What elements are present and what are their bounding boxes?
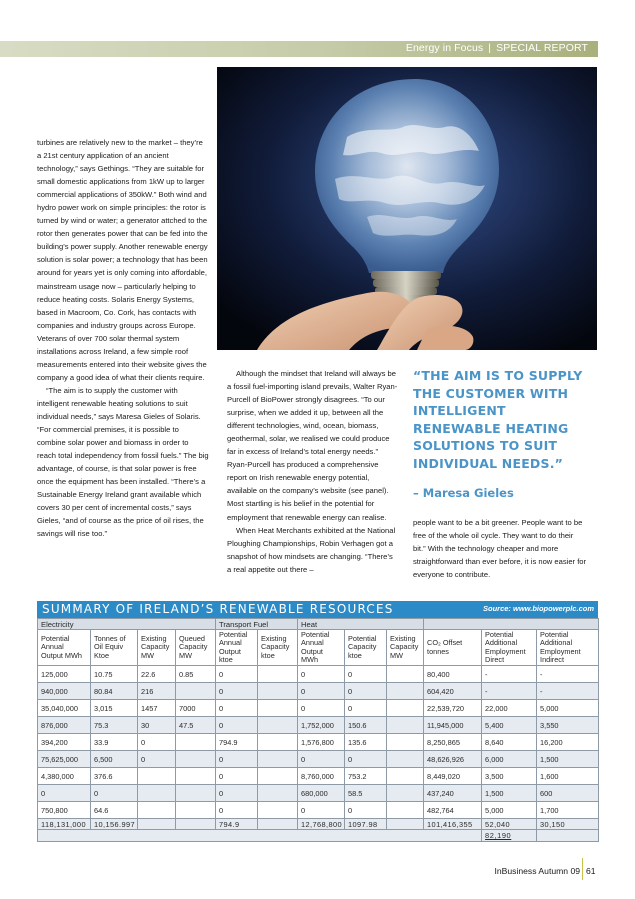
table-cell: 600	[537, 785, 599, 802]
renewable-resources-table	[37, 618, 599, 842]
table-cell	[387, 785, 424, 802]
table-group-row	[38, 619, 599, 630]
table-cell: 33.9	[91, 734, 138, 751]
table-cell: 80,400	[424, 666, 482, 683]
table-cell: -	[482, 666, 537, 683]
table-cell	[138, 768, 176, 785]
table-cell: 22.6	[138, 666, 176, 683]
table-cell: 940,000	[38, 683, 91, 700]
table-row	[38, 768, 599, 785]
table-cell	[258, 666, 298, 683]
paragraph: people want to be a bit greener. People want to be free of the whole oil cycle. They want to do their bit.” With the technology cheaper and more straightforward than ever before, it is now easier for everyone to contribute.	[413, 518, 587, 580]
table-cell: 437,240	[424, 785, 482, 802]
column-header: Existing Capacity MW	[138, 630, 176, 666]
table-cell: 5,000	[482, 802, 537, 819]
table-row	[38, 717, 599, 734]
table-cell: 64.6	[91, 802, 138, 819]
column-header: CO₂ Offset tonnes	[424, 630, 482, 666]
table-cell	[258, 717, 298, 734]
column-header: Potential Annual Output MWh	[38, 630, 91, 666]
table-cell: 22,539,720	[424, 700, 482, 717]
footer-page-number: 61	[586, 866, 596, 876]
table-cell: 0	[216, 751, 258, 768]
table-source: Source: www.biopowerplc.com	[483, 604, 594, 613]
table-cell: 8,250,865	[424, 734, 482, 751]
table-cell: 0	[298, 666, 345, 683]
table-cell: 80.84	[91, 683, 138, 700]
table-cell: 0	[216, 768, 258, 785]
table-cell: 7000	[176, 700, 216, 717]
column-header: Existing Capacity MW	[387, 630, 424, 666]
table-cell: 794.9	[216, 734, 258, 751]
table-cell: 604,420	[424, 683, 482, 700]
total-cell: 794.9	[216, 819, 258, 830]
table-cell: 47.5	[176, 717, 216, 734]
table-cell: 0.85	[176, 666, 216, 683]
lightbulb-globe-photo	[217, 67, 597, 350]
total-cell: 52,040	[482, 819, 537, 830]
table-cell: 0	[216, 683, 258, 700]
table-title-bar	[37, 601, 598, 618]
table-cell: 3,500	[482, 768, 537, 785]
column-header: Queued Capacity MW	[176, 630, 216, 666]
table-cell: 1457	[138, 700, 176, 717]
table-cell	[176, 802, 216, 819]
table-cell	[258, 785, 298, 802]
table-cell	[258, 751, 298, 768]
column-header: Potential Additional Employment Direct	[482, 630, 537, 666]
table-cell: 680,000	[298, 785, 345, 802]
table-cell: 0	[216, 785, 258, 802]
table-cell: 10.75	[91, 666, 138, 683]
total-cell: 30,150	[537, 819, 599, 830]
table-cell: 75,625,000	[38, 751, 91, 768]
table-cell	[138, 785, 176, 802]
paragraph: When Heat Merchants exhibited at the National Ploughing Championships, Robin Verhagen got a snapshot of how mindsets are changing. “There’s a real appetite out there –	[227, 525, 396, 574]
table-cell	[176, 683, 216, 700]
table-cell: 1,600	[537, 768, 599, 785]
table-cell	[258, 802, 298, 819]
table-cell: -	[537, 666, 599, 683]
table-cell: 5,400	[482, 717, 537, 734]
section-header-bar	[0, 41, 598, 57]
table-cell: 394,200	[38, 734, 91, 751]
column-header: Existing Capacity ktoe	[258, 630, 298, 666]
table-cell: 11,945,000	[424, 717, 482, 734]
table-cell	[176, 751, 216, 768]
table-cell: -	[537, 683, 599, 700]
table-cell: 0	[345, 751, 387, 768]
table-totals-row	[38, 819, 599, 830]
total-cell: 101,416,355	[424, 819, 482, 830]
table-cell: 1,576,800	[298, 734, 345, 751]
table-cell: 5,000	[537, 700, 599, 717]
report-name: SPECIAL REPORT	[496, 42, 588, 54]
table-cell: 35,040,000	[38, 700, 91, 717]
table-cell: 0	[345, 700, 387, 717]
section-name: Energy in Focus	[405, 42, 484, 54]
table-cell: 0	[216, 802, 258, 819]
table-cell	[387, 683, 424, 700]
table-cell: 0	[345, 666, 387, 683]
table-cell: 16,200	[537, 734, 599, 751]
table-cell	[258, 683, 298, 700]
table-cell: 6,500	[91, 751, 138, 768]
table-cell: 6,000	[482, 751, 537, 768]
grand-total-cell	[482, 830, 537, 842]
section-header-text	[406, 42, 588, 54]
table-cell	[258, 734, 298, 751]
table-cell	[387, 666, 424, 683]
table-cell	[258, 700, 298, 717]
table-cell: 0	[38, 785, 91, 802]
table-cell: 75.3	[91, 717, 138, 734]
table-cell: 216	[138, 683, 176, 700]
pull-quote-author: – Maresa Gieles	[413, 486, 514, 500]
column-header: Tonnes of Oil Equiv Ktoe	[91, 630, 138, 666]
table-cell	[387, 700, 424, 717]
table-cell: 1,500	[482, 785, 537, 802]
table-cell: 135.6	[345, 734, 387, 751]
table-cell: 8,449,020	[424, 768, 482, 785]
table-cell: 482,764	[424, 802, 482, 819]
footer-publication: InBusiness Autumn 09	[494, 866, 580, 876]
table-cell: -	[482, 683, 537, 700]
table-cell: 58.5	[345, 785, 387, 802]
table-cell: 0	[298, 683, 345, 700]
table-cell: 0	[345, 683, 387, 700]
table-title: SUMMARY OF IRELAND’S RENEWABLE RESOURCES	[42, 602, 394, 616]
table-cell	[176, 785, 216, 802]
total-cell: 10,156.997	[91, 819, 138, 830]
total-cell	[176, 819, 216, 830]
table-row	[38, 734, 599, 751]
table-cell: 0	[345, 802, 387, 819]
table-cell: 8,640	[482, 734, 537, 751]
total-cell	[138, 819, 176, 830]
table-cell: 753.2	[345, 768, 387, 785]
table-cell: 22,000	[482, 700, 537, 717]
total-cell: 1097.98	[345, 819, 387, 830]
total-cell	[387, 819, 424, 830]
table-row	[38, 751, 599, 768]
table-row	[38, 700, 599, 717]
table-cell: 750,800	[38, 802, 91, 819]
paragraph: turbines are relatively new to the market – they’re a 21st century application of an ancient technology,” says Gethings. “They are suitable for small domestic applications from 1kW up to larger commercial applications of 350kW.” Both wind and hydro power work on simple principles: the rotor is turned by wind or water; a generator attched to the rotor then generates power that can be fed into the building’s power supply. Another renewable energy solution is solar power; a technology that has been around for years yet is only coming into affordable, mainstream usage now – particularly helping to reduce heating costs. Solaris Energy Systems, based in Macroom, Co. Cork, has contacts with companies and industry groups across Europe. Veterans of over 700 solar thermal system installations across Ireland, a few simple roof measurements entered into their website gives the company a good idea of what their clients require.	[37, 138, 208, 382]
section-separator: |	[488, 42, 492, 54]
paragraph: “The aim is to supply the customer with intelligent renewable heating solutions to suit individual needs,” says Maresa Gieles of Solaris. “For commercial premises, it is possible to combine solar power and biomass in order to reach total independency from fossil fuels.” The big advantage, of course, is that solar power is free once the equipment has been installed. “There’s a Sustainable Energy Ireland grant available which covers 30 per cent of incremental costs,” says Gieles, “and of course as the price of oil rises, the savings will rise too.”	[37, 385, 209, 539]
table-cell	[387, 717, 424, 734]
table-cell: 0	[91, 785, 138, 802]
table-cell	[387, 802, 424, 819]
table-cell: 3,550	[537, 717, 599, 734]
table-cell: 3,015	[91, 700, 138, 717]
column-header: Potential Annual Output ktoe	[216, 630, 258, 666]
group-electricity: Electricity	[38, 619, 216, 630]
table-cell: 876,000	[38, 717, 91, 734]
table-cell: 0	[216, 717, 258, 734]
total-cell: 118,131,000	[38, 819, 91, 830]
pull-quote: “THE AIM IS TO SUPPLY THE CUSTOMER WITH INTELLIGENT RENEWABLE HEATING SOLUTIONS TO SUIT INDIVIDUAL NEEDS.”	[413, 368, 583, 471]
column-header: Potential Additional Employment Indirect	[537, 630, 599, 666]
article-column-2	[227, 367, 399, 576]
article-column-1	[37, 136, 209, 540]
table-cell	[387, 751, 424, 768]
table-body	[38, 666, 599, 819]
table-cell: 1,752,000	[298, 717, 345, 734]
table-cell: 1,500	[537, 751, 599, 768]
table-cell: 0	[298, 700, 345, 717]
group-heat: Heat	[298, 619, 424, 630]
table-cell	[387, 768, 424, 785]
table-row	[38, 802, 599, 819]
article-column-3	[413, 516, 588, 581]
table-cell: 0	[216, 700, 258, 717]
table-row	[38, 683, 599, 700]
table-row	[38, 666, 599, 683]
column-header: Potential Annual Output MWh	[298, 630, 345, 666]
table-cell: 4,380,000	[38, 768, 91, 785]
table-grand-total-row	[38, 830, 599, 842]
total-cell	[258, 819, 298, 830]
table-cell: 0	[298, 802, 345, 819]
paragraph: Although the mindset that Ireland will always be a fossil fuel-importing island prevails, Walter Ryan-Purcell of BioPower strongly disagrees. “To our surprise, when we added it up, between all the different technologies, wind, ocean, biomass, geothermal, solar, we realised we could produce far in excess of Ireland’s total energy needs.” Ryan-Purcell has produced a comprehensive report on Irish renewable energy potential, available on the company’s website (see panel). Most startling is his belief in the potential for employment that renewable energy can realise.	[227, 369, 398, 522]
table-cell: 125,000	[38, 666, 91, 683]
table-cell: 0	[138, 751, 176, 768]
table-cell: 150.6	[345, 717, 387, 734]
group-blank	[424, 619, 599, 630]
table-cell	[138, 802, 176, 819]
table-cell: 30	[138, 717, 176, 734]
table-cell: 1,700	[537, 802, 599, 819]
table-cell: 376.6	[91, 768, 138, 785]
table-cell	[176, 734, 216, 751]
grand-total-spacer	[537, 830, 599, 842]
footer-divider	[582, 858, 583, 880]
grand-total-value: 82,190	[485, 831, 512, 840]
table-cell: 0	[216, 666, 258, 683]
table-cell	[176, 768, 216, 785]
table-cell: 0	[298, 751, 345, 768]
table-cell: 48,626,926	[424, 751, 482, 768]
table-row	[38, 785, 599, 802]
table-cell	[258, 768, 298, 785]
column-header: Potential Capacity ktoe	[345, 630, 387, 666]
total-cell: 12,768,800	[298, 819, 345, 830]
table-cell	[387, 734, 424, 751]
table-column-header-row	[38, 630, 599, 666]
lightbulb-globe-icon	[217, 67, 597, 350]
group-transport: Transport Fuel	[216, 619, 298, 630]
grand-total-spacer	[38, 830, 482, 842]
table-cell: 0	[138, 734, 176, 751]
table-cell: 8,760,000	[298, 768, 345, 785]
